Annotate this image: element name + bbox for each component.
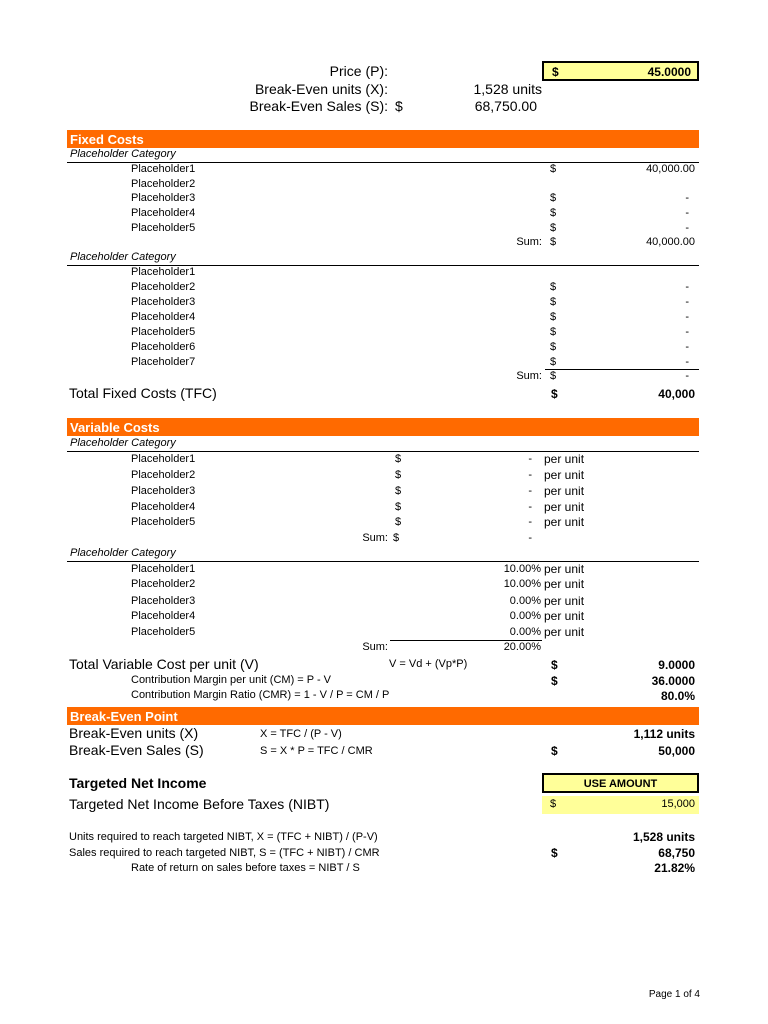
header-be-units-label: Break-Even units (X): [254,81,388,97]
variable-cat2-item-label: Placeholder1 [131,563,196,575]
total-fixed-costs-currency: $ [551,387,558,401]
contribution-margin-value: 36.0000 [651,674,695,688]
units-required-label: Units required to reach targeted NIBT, X = (TFC + NIBT) / (P-V) [69,831,378,843]
fixed-cat2-item-value: - [685,326,689,338]
variable-cat1-item-unit: per unit [544,452,585,466]
fixed-cat1-item-value: - [685,207,689,219]
break-even-title: Break-Even Point [70,709,178,724]
fixed-cat2-item-currency: $ [550,311,557,323]
fixed-cat1-sum-label: Sum: [516,236,542,248]
fixed-cat2-item-label: Placeholder6 [131,341,196,353]
variable-cat2-item-value: 10.00% [503,578,541,590]
fixed-cat1-item-label: Placeholder2 [131,178,196,190]
variable-cat1-item-currency: $ [395,453,402,465]
header-be-units-value: 1,528 units [473,81,542,97]
variable-cat1-item-value: - [528,453,532,465]
total-variable-cost-value: 9.0000 [658,658,695,672]
fixed-cat1-item-value: - [685,222,689,234]
variable-cat1-item-currency: $ [395,485,402,497]
header-be-sales-value: 68,750.00 [474,98,537,114]
variable-cat1-sum-value: - [528,532,532,544]
variable-cat2-item-unit: per unit [544,609,585,623]
break-even-sales-formula: S = X * P = TFC / CMR [260,745,373,757]
total-variable-cost-label: Total Variable Cost per unit (V) [69,656,259,672]
fixed-cat2-item-label: Placeholder4 [131,311,196,323]
fixed-cat1-item-currency: $ [550,222,557,234]
variable-cat1-item-unit: per unit [544,468,585,482]
fixed-cat2-name: Placeholder Category [70,251,176,263]
sales-required-currency: $ [551,846,558,860]
sales-required-value: 68,750 [658,846,695,860]
variable-cat1-item-label: Placeholder2 [131,469,196,481]
variable-cat2-sum-value: 20.00% [503,641,541,653]
fixed-cat2-item-value: - [685,356,689,368]
fixed-cat1-sum-value: 40,000.00 [646,236,695,248]
variable-cat1-item-currency: $ [395,469,402,481]
total-variable-cost-currency: $ [551,658,558,672]
fixed-cat2-item-currency: $ [550,296,557,308]
nibt-value: 15,000 [661,798,695,810]
sales-required-label: Sales required to reach targeted NIBT, S = (TFC + NIBT) / CMR [69,847,380,859]
break-even-units-formula: X = TFC / (P - V) [260,728,342,740]
variable-cat2-item-value: 0.00% [509,626,541,638]
price-currency: $ [552,65,559,79]
fixed-cat2-item-label: Placeholder3 [131,296,196,308]
nibt-input[interactable] [542,796,699,814]
variable-cat1-item-currency: $ [395,516,402,528]
targeted-net-income-title: Targeted Net Income [69,775,207,791]
fixed-cat1-sum-currency: $ [550,236,557,248]
variable-cat2-sum-label: Sum: [362,641,388,653]
contribution-margin-ratio-label: Contribution Margin Ratio (CMR) = 1 - V / P = CM / P [131,689,390,701]
fixed-cat1-item-value: - [685,192,689,204]
use-amount-label: USE AMOUNT [583,778,658,790]
variable-costs-title: Variable Costs [70,420,160,435]
units-required-value: 1,528 units [632,830,695,844]
variable-cat1-item-label: Placeholder3 [131,485,196,497]
variable-cat1-item-value: - [528,501,532,513]
price-input[interactable] [542,61,699,81]
break-even-units-value: 1,112 units [633,727,695,741]
total-fixed-costs-label: Total Fixed Costs (TFC) [69,385,217,401]
fixed-cat2-sum-currency: $ [550,370,557,382]
variable-cat1-item-value: - [528,485,532,497]
fixed-cat2-item-value: - [685,341,689,353]
fixed-cat2-item-value: - [685,311,689,323]
break-even-sales-value: 50,000 [658,744,695,758]
variable-cat1-sum-currency: $ [393,532,400,544]
variable-cat2-item-value: 0.00% [509,610,541,622]
variable-cat2-name: Placeholder Category [70,547,176,559]
variable-cat1-name: Placeholder Category [70,437,176,449]
header-be-sales-currency: $ [395,98,403,114]
variable-cat1-item-value: - [528,516,532,528]
variable-cat2-item-unit: per unit [544,577,585,591]
nibt-currency: $ [550,798,557,810]
fixed-cat2-item-label: Placeholder2 [131,281,196,293]
fixed-cat1-item-label: Placeholder1 [131,163,196,175]
break-even-sales-currency: $ [551,744,558,758]
break-even-sales-label: Break-Even Sales (S) [69,742,204,758]
fixed-costs-title: Fixed Costs [70,132,144,147]
fixed-cat2-item-label: Placeholder7 [131,356,196,368]
fixed-cat2-item-label: Placeholder5 [131,326,196,338]
fixed-cat1-item-label: Placeholder3 [131,192,196,204]
fixed-cat1-item-currency: $ [550,163,557,175]
variable-cat1-item-value: - [528,469,532,481]
price-label: Price (P): [329,63,388,79]
fixed-cat1-item-label: Placeholder5 [131,222,196,234]
variable-cat1-item-unit: per unit [544,500,585,514]
variable-cat1-sum-label: Sum: [362,532,388,544]
fixed-cat2-item-value: - [685,296,689,308]
variable-cat2-item-label: Placeholder2 [131,578,196,590]
use-amount-button[interactable] [542,773,699,793]
contribution-margin-currency: $ [551,674,558,688]
variable-cat1-item-currency: $ [395,501,402,513]
variable-cat1-item-label: Placeholder4 [131,501,196,513]
fixed-cat2-sum-value: - [685,370,689,382]
fixed-cat1-name: Placeholder Category [70,148,176,160]
variable-cat2-item-label: Placeholder4 [131,610,196,622]
total-fixed-costs-value: 40,000 [658,387,695,401]
contribution-margin-label: Contribution Margin per unit (CM) = P - V [131,674,332,686]
variable-cat1-divider [67,451,699,452]
fixed-cat2-item-currency: $ [550,356,557,368]
variable-cat2-item-label: Placeholder5 [131,626,196,638]
fixed-cat1-item-currency: $ [550,192,557,204]
nibt-label: Targeted Net Income Before Taxes (NIBT) [69,796,330,812]
fixed-cat1-item-value: 40,000.00 [646,163,695,175]
fixed-cat2-item-currency: $ [550,326,557,338]
variable-cat2-item-unit: per unit [544,562,585,576]
price-value: 45.0000 [647,65,691,79]
fixed-cat1-item-label: Placeholder4 [131,207,196,219]
page-number: Page 1 of 4 [648,989,700,1000]
fixed-cat2-item-value: - [685,281,689,293]
fixed-cat2-sum-divider [545,369,699,370]
fixed-costs-header [67,130,699,148]
variable-cat1-item-unit: per unit [544,515,585,529]
variable-cat1-item-unit: per unit [544,484,585,498]
fixed-cat1-item-currency: $ [550,207,557,219]
break-even-header [67,707,699,725]
total-variable-cost-formula: V = Vd + (Vp*P) [389,658,468,670]
variable-cat2-item-unit: per unit [544,625,585,639]
variable-cat2-item-label: Placeholder3 [131,595,196,607]
variable-cat2-item-value: 0.00% [509,595,541,607]
rate-of-return-value: 21.82% [654,861,695,875]
header-be-sales-label: Break-Even Sales (S): [249,98,388,114]
variable-cat1-item-label: Placeholder5 [131,516,196,528]
break-even-units-label: Break-Even units (X) [69,725,199,741]
variable-cat2-item-value: 10.00% [503,563,541,575]
variable-cat1-item-label: Placeholder1 [131,453,196,465]
fixed-cat2-sum-label: Sum: [516,370,542,382]
fixed-cat2-item-currency: $ [550,281,557,293]
fixed-cat2-item-label: Placeholder1 [131,266,196,278]
variable-costs-header [67,418,699,436]
contribution-margin-ratio-value: 80.0% [660,689,695,703]
variable-cat2-item-unit: per unit [544,594,585,608]
fixed-cat2-item-currency: $ [550,341,557,353]
rate-of-return-label: Rate of return on sales before taxes = NIBT / S [131,862,360,874]
variable-cat2-divider [67,561,699,562]
